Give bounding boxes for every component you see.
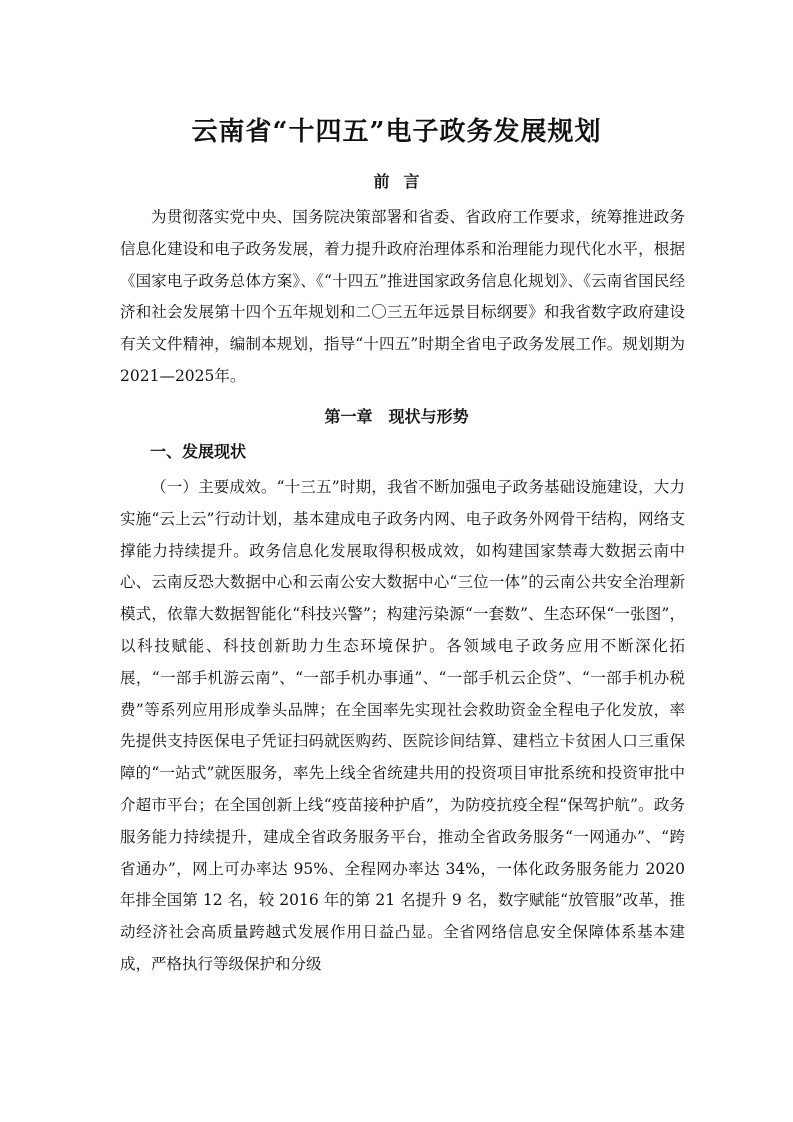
- status-paragraph: （一）主要成效。“十三五”时期，我省不断加强电子政务基础设施建设，大力实施“云上云”行动计划，基本建成电子政务内网、电子政务外网骨干结构，网络支撑能力持续提升。政务信息化发展取得积极成效，如构建国家禁毒大数据云南中心、云南反恐大数据中心和云南公安大数据中心“三位一体”的云南公共安全治理新模式，依靠大数据智能化“科技兴警”；构建污染源“一套数”、生态环保“一张图”，以科技赋能、科技创新助力生态环境保护。各领域电子政务应用不断深化拓展，“一部手机游云南”、“一部手机办事通”、“一部手机云企贷”、“一部手机办税费”等系列应用形成拳头品牌；在全国率先实现社会救助资金全程电子化发放，率先提供支持医保电子凭证扫码就医购药、医院诊间结算、建档立卡贫困人口三重保障的“一站式”就医服务，率先上线全省统建共用的投资项目审批系统和投资审批中介超市平台；在全国创新上线“疫苗接种护盾”，为防疫抗疫全程“保驾护航”。政务服务能力持续提升，建成全省政务服务平台，推动全省政务服务“一网通办”、“跨省通办”，网上可办率达 95%、全程网办率达 34%，一体化政务服务能力 2020 年排全国第 12 名，较 2016 年的第 21 名提升 9 名，数字赋能“放管服”改革，推动经济社会高质量跨越式发展作用日益凸显。全省网络信息安全保障体系基本建成，严格执行等级保护和分级: [120, 478, 685, 973]
- document-title: 云南省“十四五”电子政务发展规划: [191, 117, 602, 147]
- chapter-heading: 第一章 现状与形势: [324, 407, 469, 426]
- preface-paragraph: 为贯彻落实党中央、国务院决策部署和省委、省政府工作要求，统筹推进政务信息化建设和电子政务发展，着力提升政府治理体系和治理能力现代化水平，根据《国家电子政务总体方案》、《“十四五”推进国家政务信息化规划》、《云南省国民经济和社会发展第十四个五年规划和二〇三五年远景目标纲要》和我省数字政府建设有关文件精神，编制本规划，指导“十四五”时期全省电子政务发展工作。规划期为2021—2025年。: [120, 208, 685, 385]
- preface-heading: 前言: [373, 172, 434, 191]
- subsection-heading: 一、发展现状: [150, 442, 247, 461]
